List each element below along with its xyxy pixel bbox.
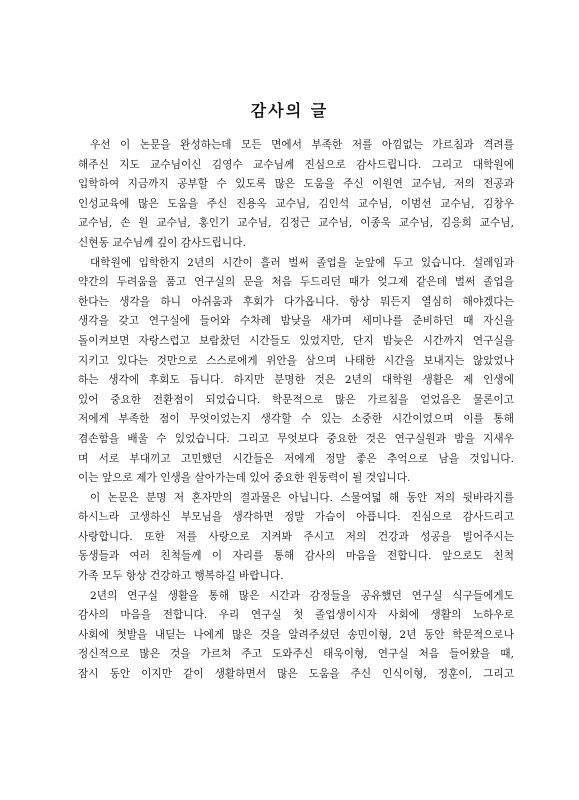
text-line: 입학하여 지금까지 공부할 수 있도록 많은 도움을 주신 이원연 교수님, 저의 전공과 <box>78 178 514 191</box>
acknowledgement-body <box>66 136 514 685</box>
text-line: 이는 앞으로 제가 인생을 살아가는데 있어 중요한 원동력이 될 것입니다. <box>78 472 411 485</box>
page-title: 감사의 글 <box>250 101 329 120</box>
paragraph <box>66 587 514 685</box>
text-line: 정신적으로 많은 것을 가르쳐 주고 도와주신 태욱이형, 연구실 처음 들어왔을 때, <box>78 648 514 661</box>
text-line: 대학원에 입학한지 2년의 시간이 흘러 벌써 졸업을 눈앞에 두고 있습니다. 설레임과 <box>90 256 514 269</box>
text-line: 교수님, 손 원 교수님, 홍인기 교수님, 김정근 교수님, 이종욱 교수님, 김응희 교수님, <box>78 217 514 230</box>
text-line: 며 서로 부대끼고 고민했던 시간들은 저에게 정말 좋은 추억으로 남을 것입니다. <box>78 452 514 465</box>
paragraph <box>66 136 514 254</box>
text-line: 있어 중요한 전환점이 되었습니다. 학문적으로 많은 가르침을 얻었음은 물론이고 <box>78 393 514 406</box>
text-line: 하시느라 고생하신 부모님을 생각하면 정말 가슴이 아픕니다. 진심으로 감사드리고 <box>78 511 514 524</box>
text-line: 해주신 지도 교수님이신 김영수 교수님께 진심으로 감사드립니다. 그리고 대학원에 <box>78 158 514 171</box>
paragraph <box>66 489 514 587</box>
text-line: 사회에 첫발을 내딛는 나에게 많은 것을 알려주셨던 송민이형, 2년 동안 학문적으로나 <box>78 628 514 641</box>
text-line: 이 논문은 분명 저 혼자만의 결과물은 아닙니다. 스물여덟 해 동안 저의 뒷바라지를 <box>90 491 514 504</box>
text-line: 인성교육에 많은 도움을 주신 진용옥 교수님, 김인석 교수님, 이범선 교수님, 김창우 <box>78 197 514 210</box>
text-line: 가족 모두 항상 건강하고 행복하길 바랍니다. <box>78 570 284 583</box>
text-line: 저에게 부족한 점이 무엇이었는지 생각할 수 있는 소중한 시간이었으며 이를 통해 <box>78 413 514 426</box>
text-line: 사랑합니다. 또한 저를 사랑으로 지켜봐 주시고 저의 건강과 성공을 빌어주시는 <box>78 530 514 543</box>
text-line: 우선 이 논문을 완성하는데 모든 면에서 부족한 저를 아낌없는 가르침과 격려를 <box>90 139 514 151</box>
text-line: 잠시 동안 이지만 같이 생활하면서 많은 도움을 주신 인식이형, 정훈이, 그리고 <box>78 668 514 681</box>
text-line: 동생들과 여러 친척들께 이 자리를 통해 감사의 마음을 전합니다. 앞으로도 친척 <box>78 550 514 563</box>
text-line: 지키고 있다는 것만으로 스스로에게 위안을 삼으며 나태한 시간을 보내지는 않았었나 <box>78 354 514 367</box>
text-line: 감사의 마음을 전합니다. 우리 연구실 첫 졸업생이시자 사회에 생활의 노하우로 <box>78 609 514 622</box>
text-line: 하는 생각에 후회도 듭니다. 하지만 분명한 것은 2년의 대학원 생활은 제 인생에 <box>78 374 514 387</box>
text-line: 2년의 연구실 생활을 통해 많은 시간과 감정들을 공유했던 연구실 식구들에게도 <box>90 589 514 602</box>
text-line: 신현동 교수님께 깊이 감사드립니다. <box>78 236 246 249</box>
text-line: 생각을 갖고 연구실에 들어와 수차례 밤낮을 새가며 세미나를 준비하던 때 자신을 <box>78 315 514 328</box>
paragraph <box>66 254 514 489</box>
text-line: 겸손함을 배울 수 있었습니다. 그리고 무엇보다 중요한 것은 연구실원과 밤을 지새우 <box>78 432 514 445</box>
text-line: 돌이켜보면 자랑스럽고 보람찼던 시간들도 있었지만, 단지 밤늦은 시간까지 연구실을 <box>78 334 514 347</box>
text-line: 약간의 두려움을 품고 연구실의 문을 처음 두드리던 때가 엊그제 같은데 벌써 졸업을 <box>78 276 514 289</box>
text-line: 한다는 생각을 하니 아쉬움과 후회가 다가옵니다. 항상 뭐든지 열심히 해야겠다는 <box>78 295 514 308</box>
